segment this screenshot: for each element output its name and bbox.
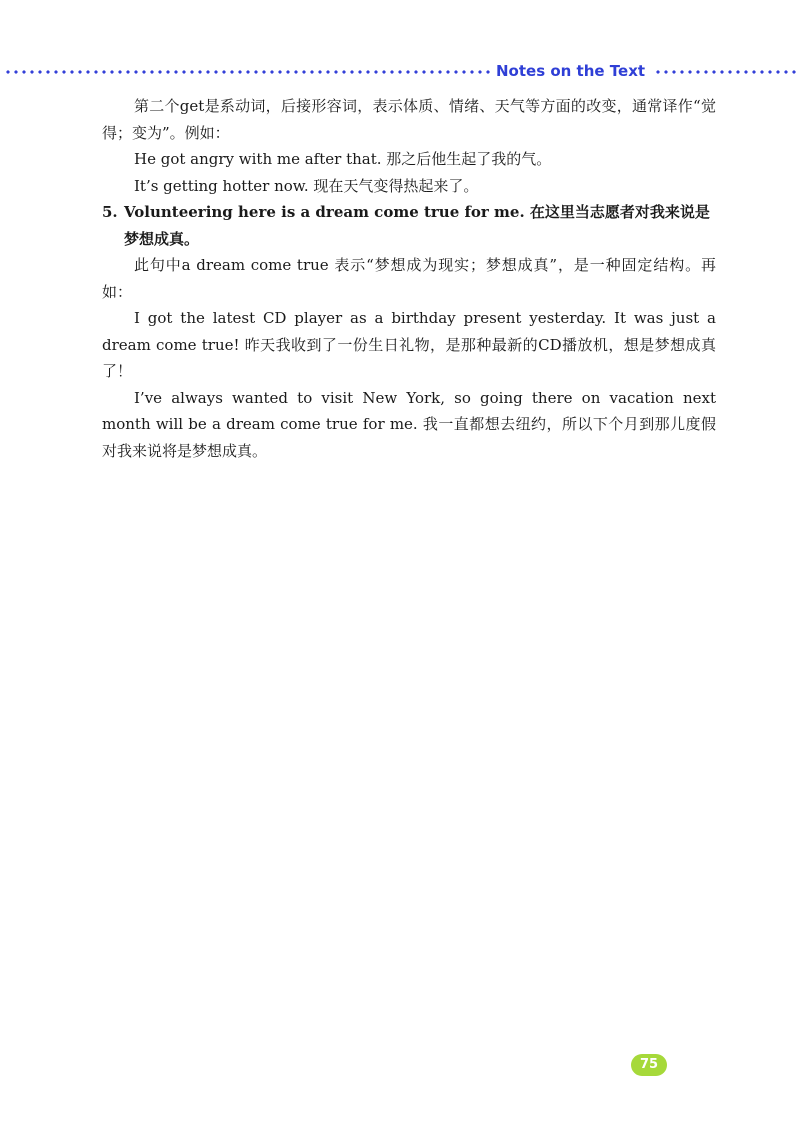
example-sentence: He got angry with me after that. 那之后他生起了我的气。 xyxy=(134,150,552,168)
page-header xyxy=(0,60,800,82)
notes-content xyxy=(102,93,716,464)
example-sentence: I got the latest CD player as a birthday present yesterday. It was just a dream come true! 昨天我收到了一份生日礼物，是那种最新的CD播放机，想是梦想成真了！ xyxy=(102,309,716,380)
note-item-5 xyxy=(102,199,716,252)
paragraph-dream-explanation: 此句中a dream come true 表示“梦想成为现实；梦想成真”，是一种固定结构。再如： xyxy=(102,256,716,301)
note-item-number: 5. xyxy=(102,203,118,221)
note-item-heading: Volunteering here is a dream come true for me. 在这里当志愿者对我来说是梦想成真。 xyxy=(124,203,710,248)
paragraph-get-explanation: 第二个get是系动词，后接形容词，表示体质、情绪、天气等方面的改变，通常译作“觉得；变为”。例如： xyxy=(102,97,716,142)
example-sentence: I’ve always wanted to visit New York, so going there on vacation next month will be a dream come true for me. 我一直都想去纽约，所以下个月到那儿度假对我来说将是梦想成真。 xyxy=(102,388,716,460)
header-dotted-rule-left xyxy=(4,70,490,74)
header-dotted-rule-right xyxy=(654,70,800,74)
page-number-badge: 75 xyxy=(631,1054,667,1076)
example-sentence: It’s getting hotter now. 现在天气变得热起来了。 xyxy=(134,176,479,195)
header-title: Notes on the Text xyxy=(496,62,646,80)
